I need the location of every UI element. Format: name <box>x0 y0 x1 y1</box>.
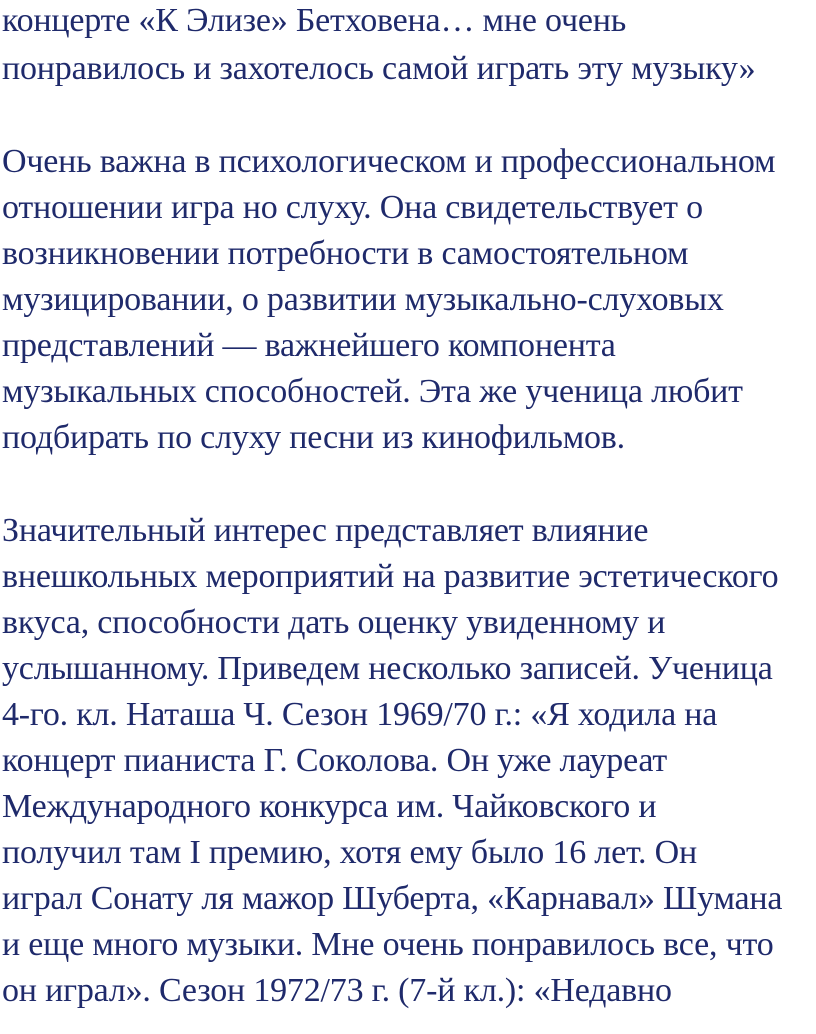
paragraph-2-line-4: музицировании, о развитии музыкально-слуховых <box>2 281 724 318</box>
paragraph-3-line-3: вкуса, способности дать оценку увиденному и <box>2 604 666 641</box>
paragraph-2-line-3: возникновении потребности в самостоятельном <box>2 235 689 272</box>
paragraph-2-line-2: отношении игра но слуху. Она свидетельствует о <box>2 189 703 226</box>
paragraph-2-line-6: музыкальных способностей. Эта же ученица любит <box>2 373 743 410</box>
paragraph-3-line-5: 4-го. кл. Наташа Ч. Сезон 1969/70 г.: «Я ходила на <box>2 696 718 733</box>
paragraph-1-line-1: концерте «К Элизе» Бетховена… мне очень <box>2 2 627 39</box>
paragraph-2-line-7: подбирать по слуху песни из кинофильмов. <box>2 419 625 456</box>
paragraph-1-line-2: понравилось и захотелось самой играть эту музыку» <box>2 50 756 87</box>
paragraph-2-line-1: Очень важна в психологическом и профессиональном <box>2 143 776 180</box>
paragraph-2-line-5: представлений — важнейшего компонента <box>2 327 616 364</box>
paragraph-3-line-1: Значительный интерес представляет влияние <box>2 512 649 549</box>
paragraph-3-line-10: и еще много музыки. Мне очень понравилось все, что <box>2 926 774 963</box>
paragraph-3-line-9: играл Сонату ля мажор Шуберта, «Карнавал» Шумана <box>2 880 783 917</box>
paragraph-3-line-6: концерт пианиста Г. Соколова. Он уже лауреат <box>2 742 668 779</box>
paragraph-3-line-2: внешкольных мероприятий на развитие эстетического <box>2 558 779 595</box>
paragraph-3-line-8: получил там I премию, хотя ему было 16 лет. Он <box>2 834 698 871</box>
paragraph-3-line-11: он играл». Сезон 1972/73 г. (7-й кл.): «Недавно <box>2 972 672 1009</box>
paragraph-3-line-7: Международного конкурса им. Чайковского и <box>2 788 657 825</box>
paragraph-3-line-4: услышанному. Приведем несколько записей. Ученица <box>2 650 773 687</box>
